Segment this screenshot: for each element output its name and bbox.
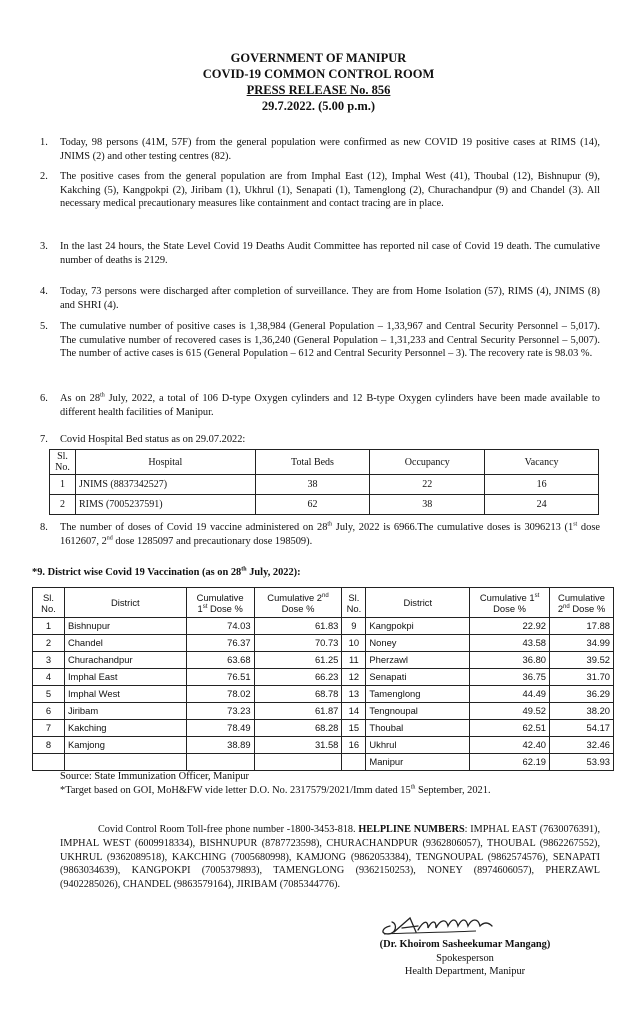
item-number: 2.	[40, 171, 48, 182]
item-number: 7.	[40, 434, 48, 445]
table-cell: 22.92	[470, 618, 550, 635]
table-cell: 2	[33, 635, 65, 652]
item-text: Today, 73 persons were discharged after completion of surveillance. They are from Home Isolation (57), RIMS (4), JNIMS (8) and SHRI (4).	[60, 286, 600, 311]
item-4	[40, 285, 600, 312]
superscript: st	[573, 521, 578, 528]
note-part: *Target based on GOI, MoH&FW vide letter D.O. No. 2317579/2021/Imm dated 15	[60, 784, 411, 796]
table-cell: 61.25	[254, 652, 342, 669]
table-header-row	[33, 588, 614, 618]
release-date: 29.7.2022. (5.00 p.m.)	[261, 99, 376, 113]
table-cell: 62	[255, 495, 370, 515]
col-header: Total Beds	[255, 450, 370, 475]
superscript: nd	[106, 535, 113, 542]
helpline-heading: HELPLINE NUMBERS	[358, 824, 465, 835]
table-row	[33, 703, 614, 720]
table-cell: 53.93	[550, 754, 614, 771]
table-cell	[64, 754, 186, 771]
header-part: Cumulative 2	[267, 591, 323, 603]
table-cell: 61.87	[254, 703, 342, 720]
vaccination-table	[32, 587, 614, 771]
handwritten-signature	[376, 912, 516, 938]
item-number: 1.	[40, 137, 48, 148]
table-cell: 16	[342, 737, 366, 754]
table-row	[50, 495, 599, 515]
table-cell: 34.99	[550, 635, 614, 652]
vaccination-table-body	[33, 618, 614, 771]
header-part: Dose %	[493, 602, 526, 614]
table-cell: JNIMS (8837342527)	[75, 475, 255, 495]
helpline-numbers: : IMPHAL EAST (7630076391), IMPHAL WEST (6009918334), BISHNUPUR (8787723598), CHURACHANDPUR (9362806057), THOUBAL (9862267552), UKHRUL (9362089518), KAKCHING (7005680998), KAMJONG (9862053384), TENGNOUPAL (9862574576), SENAPATI (9863034639), KANGPOKPI (7005379893), TAMENGLONG (9362150253), NONEY (8974606057), PHERZAWL (9402285026), CHANDEL (9863579164), JIRIBAM (7085344776).	[60, 824, 600, 891]
table-row	[33, 669, 614, 686]
header-part: Cumulative	[558, 591, 605, 603]
table-cell: 17.88	[550, 618, 614, 635]
item-1	[40, 136, 600, 163]
table-cell: 68.78	[254, 686, 342, 703]
table-cell: 38	[255, 475, 370, 495]
item-3	[40, 240, 600, 267]
table-cell: Imphal East	[64, 669, 186, 686]
col-header: District	[64, 588, 186, 618]
table-cell: 12	[342, 669, 366, 686]
table-cell: Manipur	[366, 754, 470, 771]
item-7-title	[40, 433, 600, 447]
table-cell: 78.02	[186, 686, 254, 703]
table-row	[33, 618, 614, 635]
superscript: th	[100, 392, 105, 399]
table-cell: 16	[485, 475, 599, 495]
table-cell: 70.73	[254, 635, 342, 652]
table-cell: 15	[342, 720, 366, 737]
item-text: Today, 98 persons (41M, 57F) from the general population were confirmed as new COVID 19 positive cases at RIMS (14), JNIMS (2) and other testing centres (82).	[60, 137, 600, 162]
table-cell: 38	[370, 495, 485, 515]
table-cell: 11	[342, 652, 366, 669]
table-cell: Chandel	[64, 635, 186, 652]
table-row	[33, 737, 614, 754]
item-8	[40, 521, 600, 548]
superscript: nd	[563, 603, 570, 610]
table-cell: 43.58	[470, 635, 550, 652]
signatory-role: Spokesperson	[436, 952, 494, 964]
govt-title: GOVERNMENT OF MANIPUR	[230, 51, 407, 65]
header-part: 1	[197, 602, 203, 614]
table-row	[50, 475, 599, 495]
superscript: st	[534, 592, 540, 599]
table-cell: 61.83	[254, 618, 342, 635]
table-cell	[33, 754, 65, 771]
table-cell: 38.20	[550, 703, 614, 720]
table-cell: Pherzawl	[366, 652, 470, 669]
table-cell: Kamjong	[64, 737, 186, 754]
item-text: The positive cases from the general population are from Imphal East (12), Imphal West (41), Thoubal (12), Bishnupur (9), Kakching (5), Kangpokpi (2), Jiribam (1), Ukhrul (1), Senapati (1), Tamenglong (2), Churachandpur (9) and Chandel (3). All necessary medical precautionary measures like containment and contact tracing are in place.	[60, 171, 600, 210]
item-2	[40, 170, 600, 211]
table-cell: 73.23	[186, 703, 254, 720]
item-text: In the last 24 hours, the State Level Covid 19 Deaths Audit Committee has reported nil case of Covid 19 death. The cumulative number of deaths is 2129.	[60, 241, 600, 266]
table-cell: 63.68	[186, 652, 254, 669]
superscript: nd	[322, 592, 329, 599]
item-number: 5.	[40, 321, 48, 332]
table-cell: 24	[485, 495, 599, 515]
note-part: September, 2021.	[415, 784, 491, 796]
table-cell: 74.03	[186, 618, 254, 635]
table-cell: 4	[33, 669, 65, 686]
header-part: Dose %	[281, 602, 315, 614]
superscript: st	[202, 603, 208, 610]
table-cell: 39.52	[550, 652, 614, 669]
table-cell: 22	[370, 475, 485, 495]
signatory-name: (Dr. Khoirom Sasheekumar Mangang)	[379, 939, 551, 950]
table-cell: 36.80	[470, 652, 550, 669]
table-cell: 1	[33, 618, 65, 635]
item-text-part: As on 28	[60, 393, 101, 404]
press-release-header	[0, 50, 637, 114]
table-cell: 31.70	[550, 669, 614, 686]
table-cell: Jiribam	[64, 703, 186, 720]
table-cell: Tengnoupal	[366, 703, 470, 720]
col-header: District	[366, 588, 470, 618]
table-cell: 78.49	[186, 720, 254, 737]
table-cell	[186, 754, 254, 771]
table-cell: 38.89	[186, 737, 254, 754]
table-cell: Churachandpur	[64, 652, 186, 669]
col-header: Vacancy	[485, 450, 599, 475]
table-cell: 10	[342, 635, 366, 652]
item-text-part: dose 1285097 and precautionary dose 198509).	[112, 535, 313, 547]
table-cell: 13	[342, 686, 366, 703]
table-cell: Kangpokpi	[366, 618, 470, 635]
table-cell: 7	[33, 720, 65, 737]
table-cell: 76.37	[186, 635, 254, 652]
title-part: *9. District wise Covid 19 Vaccination (as on 28	[32, 567, 242, 578]
hospital-bed-table	[49, 449, 599, 515]
press-release-number: PRESS RELEASE No. 856	[246, 83, 391, 97]
table-cell: 1	[50, 475, 76, 495]
table-row	[33, 720, 614, 737]
table-cell: 36.75	[470, 669, 550, 686]
header-part: 2	[557, 602, 564, 614]
table-cell: 5	[33, 686, 65, 703]
table-cell: Noney	[366, 635, 470, 652]
table-cell: 54.17	[550, 720, 614, 737]
header-part: Dose %	[207, 602, 243, 614]
table-cell	[342, 754, 366, 771]
table-cell: 8	[33, 737, 65, 754]
item-text: Covid Hospital Bed status as on 29.07.2022:	[60, 434, 246, 445]
table-cell	[254, 754, 342, 771]
table-row	[33, 686, 614, 703]
table-cell: 32.46	[550, 737, 614, 754]
col-header	[550, 588, 614, 618]
col-header: Sl. No.	[342, 588, 366, 618]
table-cell: 9	[342, 618, 366, 635]
item-6	[40, 392, 600, 419]
item-text-part: dose 1612607, 2	[60, 522, 600, 547]
control-room-title: COVID-19 COMMON CONTROL ROOM	[202, 67, 435, 81]
item-text	[60, 521, 600, 548]
helpline-prefix: Covid Control Room Toll-free phone number -1800-3453-818.	[98, 824, 359, 835]
item-text-part: July, 2022 is 6966.The cumulative doses is 3096213 (1	[332, 522, 574, 533]
table-cell: 66.23	[254, 669, 342, 686]
table-cell: Thoubal	[366, 720, 470, 737]
item-number: 3.	[40, 241, 48, 252]
superscript: th	[327, 521, 333, 528]
superscript: th	[410, 784, 416, 791]
header-part: Dose %	[569, 602, 606, 614]
table-cell: 6	[33, 703, 65, 720]
col-header: Hospital	[75, 450, 255, 475]
source-note	[60, 770, 491, 797]
col-header: Sl. No.	[50, 450, 76, 475]
table-header-row	[50, 450, 599, 475]
table-cell: 49.52	[470, 703, 550, 720]
table-cell: 2	[50, 495, 76, 515]
table-cell: 14	[342, 703, 366, 720]
header-part: Cumulative	[196, 591, 244, 603]
table-cell: Senapati	[366, 669, 470, 686]
table-cell: RIMS (7005237591)	[75, 495, 255, 515]
item-5	[40, 320, 600, 361]
signatory-department: Health Department, Manipur	[404, 966, 526, 977]
item-number: 6.	[40, 393, 48, 404]
table-cell: 44.49	[470, 686, 550, 703]
table-cell: Ukhrul	[366, 737, 470, 754]
col-header	[254, 588, 342, 618]
table-cell: 31.58	[254, 737, 342, 754]
header-part: Cumulative 1	[479, 591, 535, 603]
table-cell: 42.40	[470, 737, 550, 754]
table-cell: 36.29	[550, 686, 614, 703]
table-row	[33, 754, 614, 771]
table-cell: 62.51	[470, 720, 550, 737]
col-header: Occupancy	[370, 450, 485, 475]
col-header	[470, 588, 550, 618]
table-cell: 76.51	[186, 669, 254, 686]
title-part: July, 2022):	[246, 567, 301, 578]
vaccination-table-title	[32, 566, 301, 580]
item-text-part: The number of doses of Covid 19 vaccine administered on 28	[60, 522, 328, 533]
helpline-paragraph	[60, 823, 600, 892]
col-header: Sl. No.	[33, 588, 65, 618]
table-cell: Imphal West	[64, 686, 186, 703]
table-cell: 68.28	[254, 720, 342, 737]
col-header	[186, 588, 254, 618]
table-cell: Bishnupur	[64, 618, 186, 635]
table-cell: Tamenglong	[366, 686, 470, 703]
target-note	[60, 784, 491, 798]
superscript: th	[241, 566, 247, 573]
signature-block	[340, 938, 590, 979]
table-cell: 3	[33, 652, 65, 669]
table-cell: Kakching	[64, 720, 186, 737]
item-text	[60, 392, 600, 419]
table-row	[33, 635, 614, 652]
item-number: 4.	[40, 286, 48, 297]
table-row	[33, 652, 614, 669]
item-text-part: July, 2022, a total of 106 D-type Oxygen cylinders and 12 B-type Oxygen cylinders have been made available to different health facilities of Manipur.	[60, 393, 600, 418]
source-text: Source: State Immunization Officer, Manipur	[60, 771, 249, 782]
item-text: The cumulative number of positive cases is 1,38,984 (General Population – 1,33,967 and Central Security Personnel – 5,017). The cumulative number of recovered cases is 1,36,240 (General Population – 1,31,233 and Central Security Personnel – 5,007). The number of active cases is 615 (General Population – 612 and Central Security Personnel – 3). The recovery rate is 98.03 %.	[60, 321, 600, 360]
table-cell: 62.19	[470, 754, 550, 771]
item-number: 8.	[40, 522, 48, 533]
